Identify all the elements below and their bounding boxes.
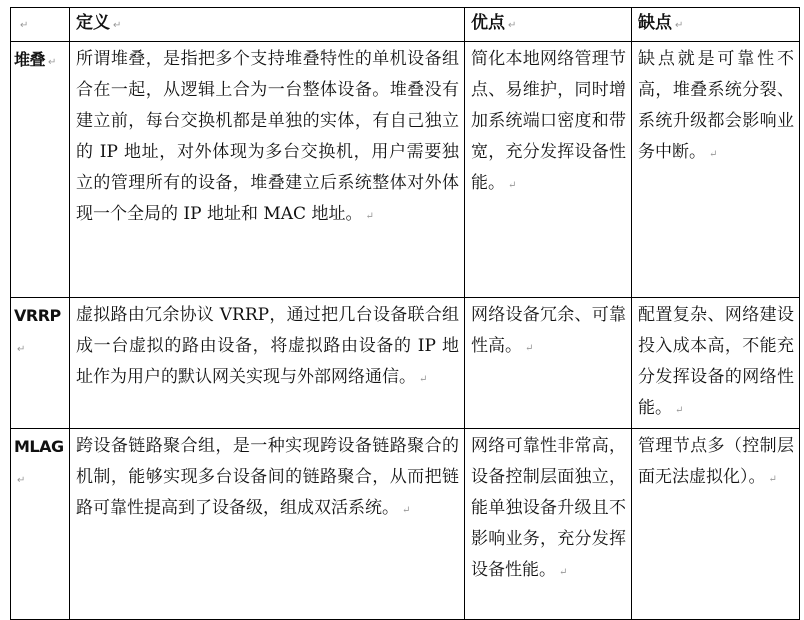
paragraph-mark: ↵	[113, 20, 122, 31]
header-corner	[11, 8, 70, 42]
table-row	[11, 42, 800, 298]
row-label: 堆叠 ↵	[11, 42, 70, 298]
definition-cell: 虚拟路由冗余协议 VRRP，通过把几台设备联合组成一台虚拟的路由设备，将虚拟路由设备的 IP 地址作为用户的默认网关实现与外部网络通信。 ↵	[70, 298, 465, 429]
pros-cell: 网络设备冗余、可靠性高。 ↵	[465, 298, 632, 429]
definition-cell: 跨设备链路聚合组，是一种实现跨设备链路聚合的机制，能够实现多台设备间的链路聚合，从而把链路可靠性提高到了设备级，组成双活系统。 ↵	[70, 429, 465, 620]
paragraph-mark: ↵	[508, 20, 517, 31]
paragraph-mark: ↵	[17, 475, 25, 486]
header-cons: 缺点 ↵	[632, 8, 800, 42]
paragraph-mark: ↵	[675, 405, 684, 416]
paragraph-mark: ↵	[709, 149, 718, 160]
pros-cell: 简化本地网络管理节点、易维护，同时增加系统端口密度和带宽，充分发挥设备性能。 ↵	[465, 42, 632, 298]
definition-cell: 所谓堆叠，是指把多个支持堆叠特性的单机设备组合在一起，从逻辑上合为一台整体设备。堆叠没有建立前，每台交换机都是单独的实体，有自己独立的 IP 地址，对外体现为多台交换机，用户需要独立的管理所有的设备，堆叠建立后系统整体对外体现一个全局的 IP 地址和 MAC 地址。 ↵	[70, 42, 465, 298]
paragraph-mark: ↵	[559, 567, 568, 578]
comparison-table	[10, 7, 800, 620]
table-row	[11, 298, 800, 429]
paragraph-mark: ↵	[508, 180, 517, 191]
paragraph-mark: ↵	[675, 20, 684, 31]
paragraph-mark: ↵	[365, 211, 374, 222]
paragraph-mark: ↵	[17, 344, 25, 355]
paragraph-mark: ↵	[402, 505, 411, 516]
cons-cell: 缺点就是可靠性不高，堆叠系统分裂、系统升级都会影响业务中断。 ↵	[632, 42, 800, 298]
paragraph-mark: ↵	[419, 374, 428, 385]
pros-cell: 网络可靠性非常高，设备控制层面独立，能单独设备升级且不影响业务，充分发挥设备性能。 ↵	[465, 429, 632, 620]
table-row	[11, 429, 800, 620]
row-label: MLAG↵	[11, 429, 70, 620]
paragraph-mark: ↵	[768, 474, 777, 485]
header-row	[11, 8, 800, 42]
header-definition: 定义 ↵	[70, 8, 465, 42]
header-pros: 优点 ↵	[465, 8, 632, 42]
paragraph-mark: ↵	[48, 57, 56, 68]
paragraph-mark: ↵	[525, 343, 534, 354]
row-label: VRRP↵	[11, 298, 70, 429]
cons-cell: 配置复杂、网络建设投入成本高，不能充分发挥设备的网络性能。 ↵	[632, 298, 800, 429]
cons-cell: 管理节点多（控制层面无法虚拟化）。 ↵	[632, 429, 800, 620]
paragraph-mark: ↵	[20, 20, 29, 31]
